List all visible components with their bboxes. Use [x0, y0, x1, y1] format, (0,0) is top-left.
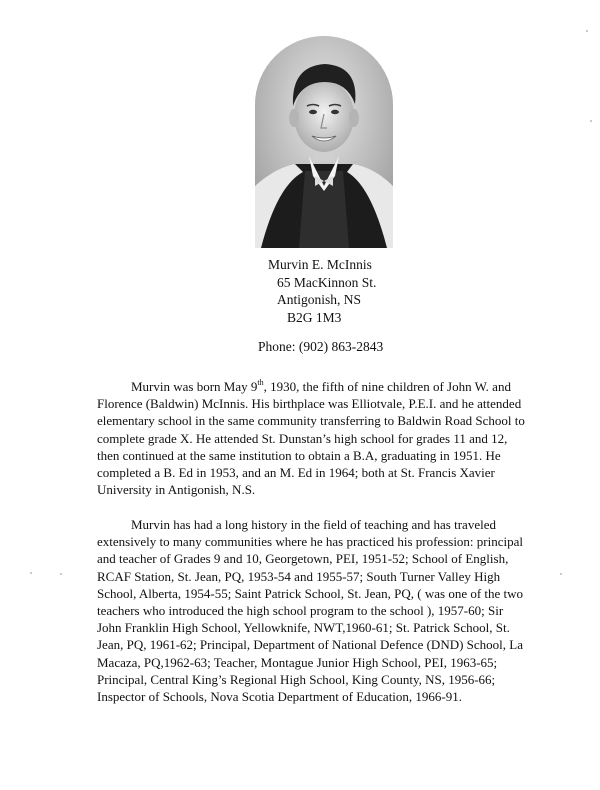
contact-phone: Phone: (902) 863-2843: [258, 339, 384, 354]
paragraph-line: [97, 378, 517, 395]
paragraph-line: Inspector of Schools, Nova Scotia Department of Education, 1966-91.: [97, 689, 462, 705]
paragraph-line: RCAF Station, St. Jean, PQ, 1953-54 and 1955-57; South Turner Valley High: [97, 568, 501, 584]
contact-postal-code: B2G 1M3: [287, 309, 342, 325]
portrait-illustration: [255, 36, 393, 248]
ordinal-suffix: th: [257, 377, 264, 387]
birth-date-lead: Murvin was born May 9: [131, 379, 258, 394]
paragraph-line: extensively to many communities where he has practiced his profession: principal: [97, 534, 523, 550]
paragraph-line: complete grade X. He attended St. Dunstan’s high school for grades 11 and 12,: [97, 430, 508, 446]
biography-paragraph-career: [97, 516, 524, 705]
scan-speck: [586, 30, 588, 32]
paragraph-line: Murvin has had a long history in the field of teaching and has traveled: [131, 517, 496, 532]
contact-address: [268, 256, 468, 326]
paragraph-line: John Franklin High School, Yellowknife, NWT,1960-61; St. Patrick School, St.: [97, 620, 510, 636]
paragraph-line: Jean, PQ, 1961-62; Principal, Department of National Defence (DND) School, La: [97, 637, 523, 653]
paragraph-line: Macaza, PQ,1962-63; Teacher, Montague Junior High School, PEI, 1963-65;: [97, 654, 498, 670]
paragraph-line: completed a B. Ed in 1953, and an M. Ed in 1964; both at St. Francis Xavier: [97, 465, 495, 481]
biography-paragraph-education: [97, 377, 525, 498]
paragraph-line: then continued at the same institution to obtain a B.A, graduating in 1951. He: [97, 447, 501, 463]
paragraph-line: School, Alberta, 1954-55; Saint Patrick School, St. Jean, PQ, ( was one of the two: [97, 585, 524, 601]
scan-speck: [590, 120, 592, 122]
contact-name: Murvin E. McInnis: [268, 257, 372, 272]
scan-speck: [560, 573, 562, 575]
portrait-photo: [255, 36, 393, 248]
contact-city: Antigonish, NS: [277, 292, 362, 307]
paragraph-line: Principal, Central King’s Regional High School, King County, NS, 1956-66;: [97, 671, 496, 687]
paragraph-line: and teacher of Grades 9 and 10, Georgetown, PEI, 1951-52; School of English,: [97, 551, 509, 567]
paragraph-line-text: , 1930, the fifth of nine children of John W. and: [263, 379, 511, 394]
scan-speck: [60, 573, 62, 575]
contact-street: 65 MacKinnon St.: [277, 274, 377, 290]
paragraph-line: elementary school in the same community transferring to Baldwin Road School to: [97, 413, 525, 429]
paragraph-line: Florence (Baldwin) McInnis. His birthplace was Elliotvale, P.E.I. and he attended: [97, 396, 522, 412]
paragraph-line: teachers who introduced the high school program to the school ), 1957-60; Sir: [97, 603, 504, 619]
scan-speck: [30, 572, 32, 574]
paragraph-line: University in Antigonish, N.S.: [97, 482, 256, 498]
